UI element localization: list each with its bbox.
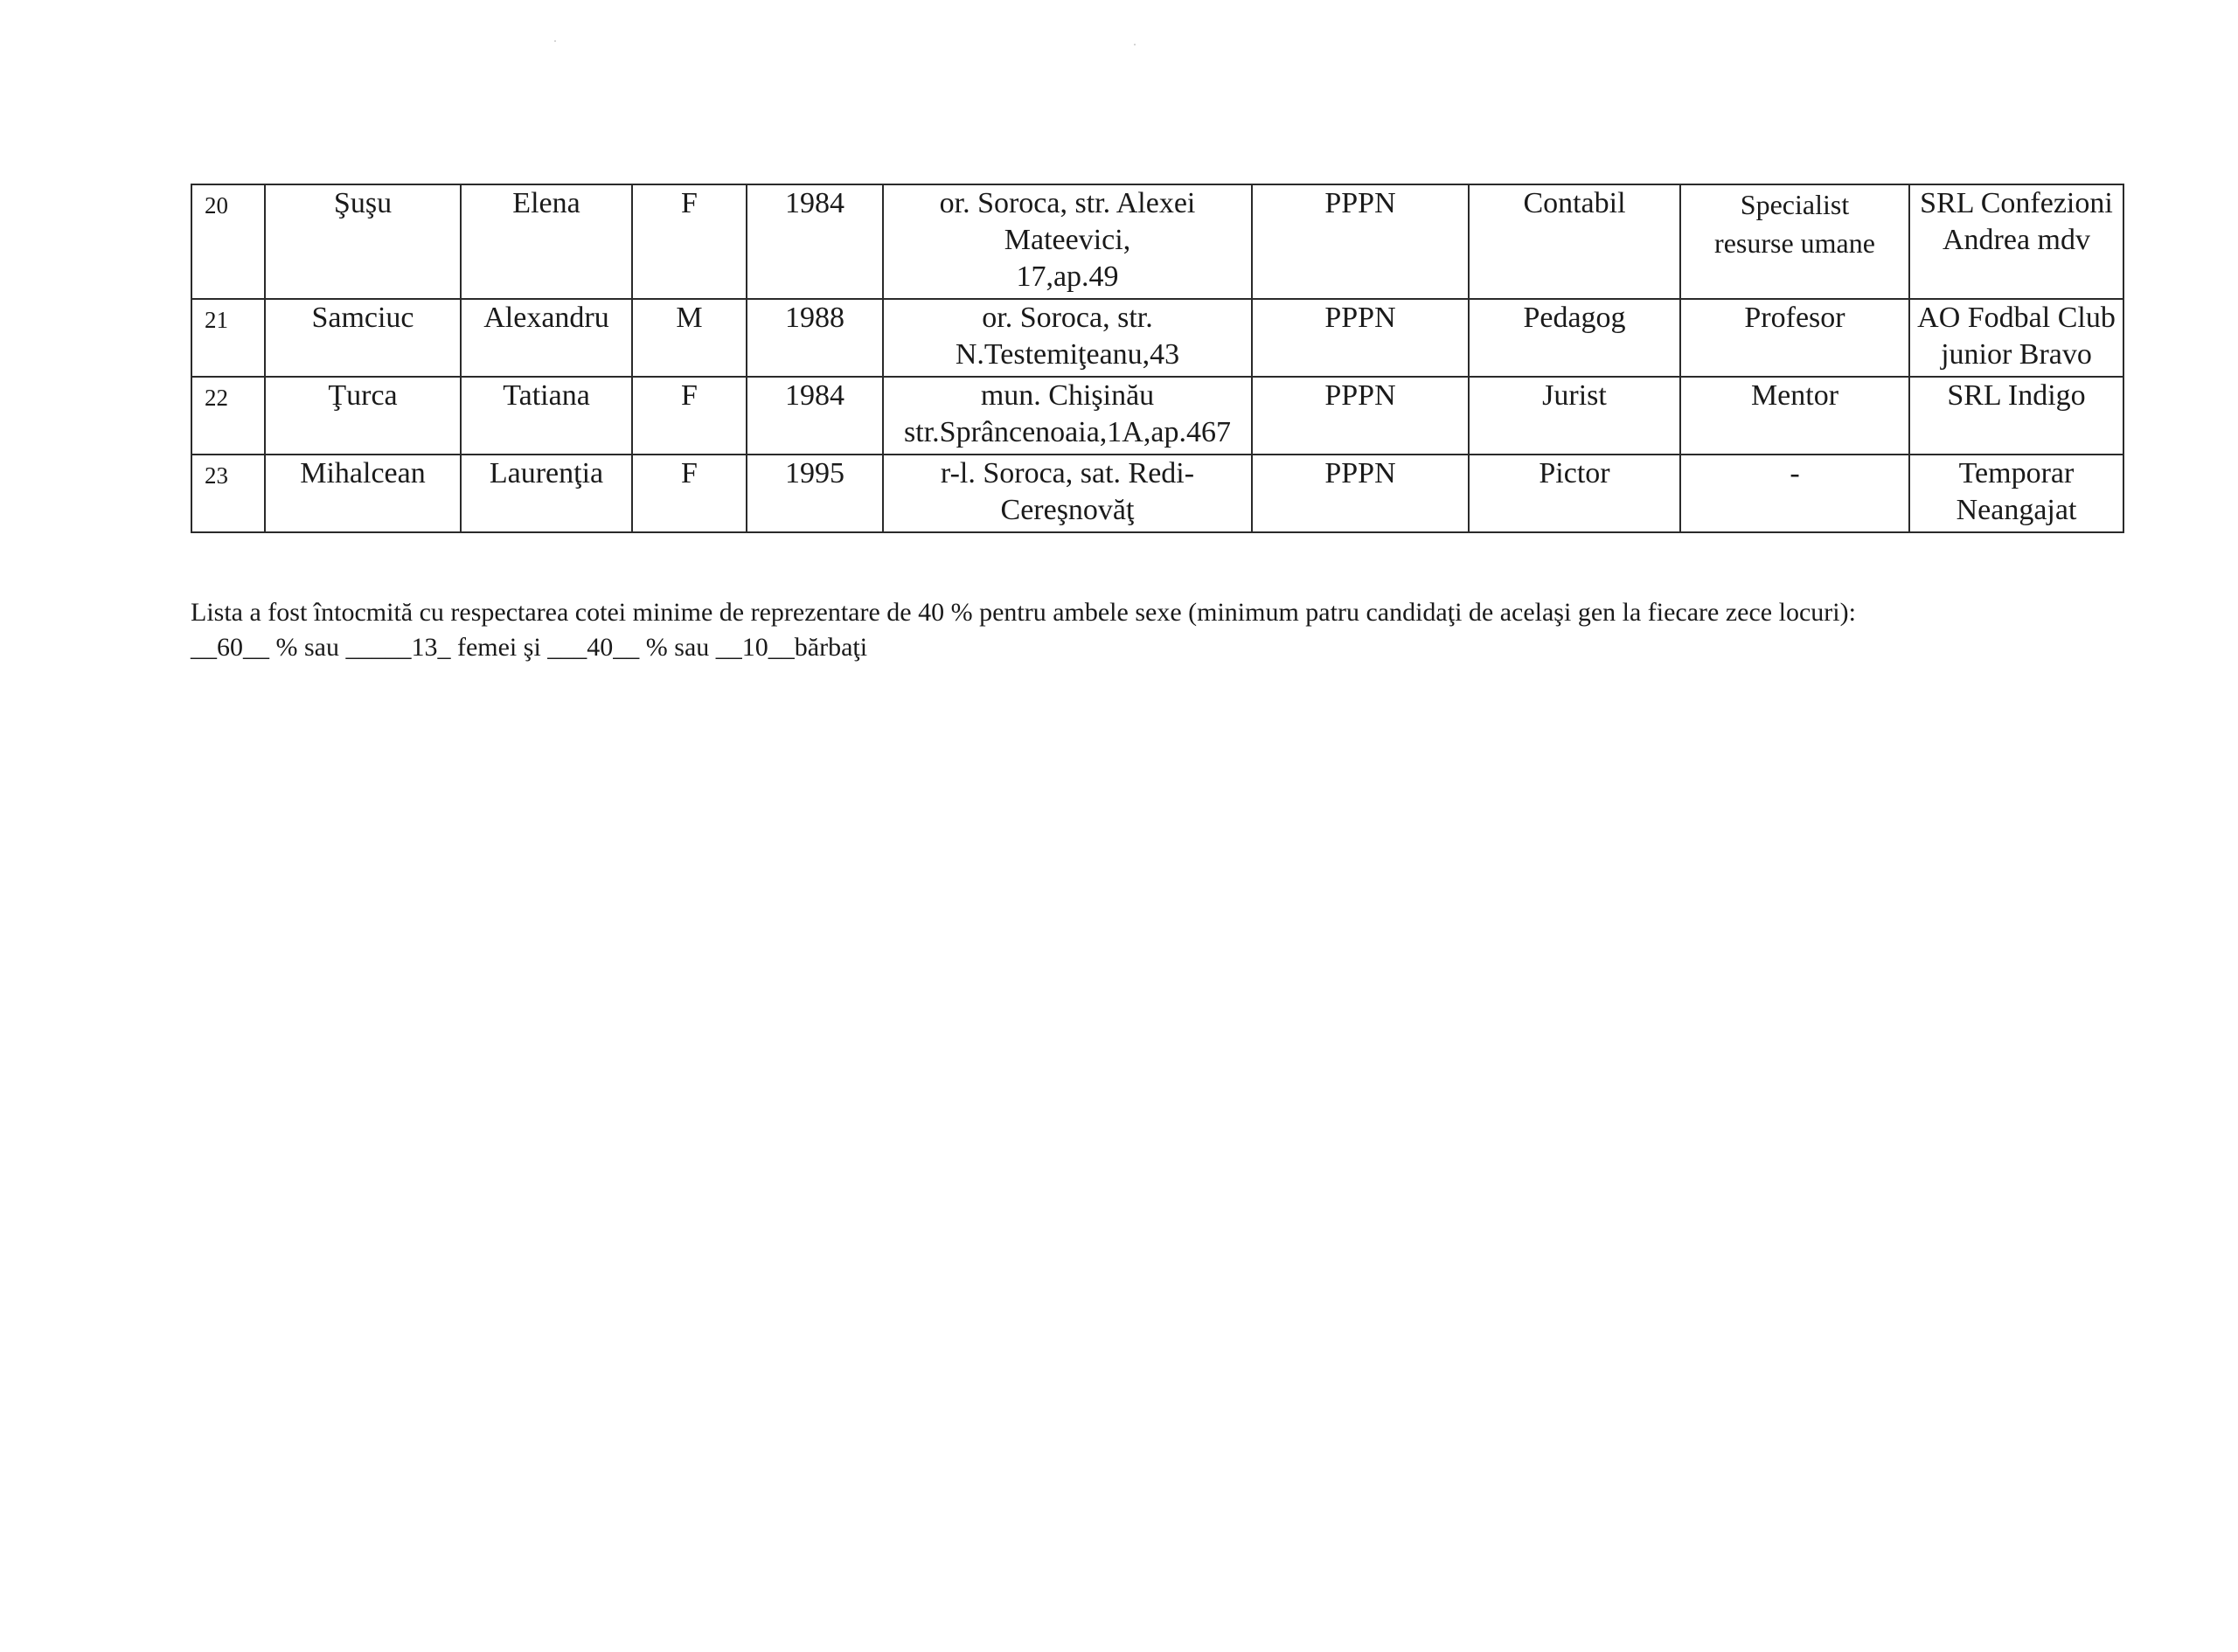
cell-surname: Şuşu [265, 184, 461, 299]
cell-first-name: Elena [461, 184, 632, 299]
cell-workplace-line: Andrea mdv [1942, 224, 2090, 256]
cell-workplace-line: AO Fodbal Club [1917, 302, 2116, 334]
cell-address-line: or. Soroca, str. [982, 302, 1153, 334]
cell-address-line: Cereşnovăţ [1000, 494, 1135, 526]
table-row [191, 377, 2123, 455]
cell-occupation [1680, 455, 1909, 532]
cell-party: PPPN [1252, 377, 1469, 455]
quota-note [191, 595, 2166, 665]
cell-workplace-line: SRL Confezioni [1920, 187, 2113, 219]
quota-note-text: Lista a fost întocmită cu respectarea cotei minime de reprezentare de 40 % pentru ambele sexe (minimum patru candidaţi de acelaşi gen la fiecare zece locuri): [191, 598, 1856, 627]
cell-occupation-line: - [1790, 457, 1800, 489]
cell-surname: Samciuc [265, 299, 461, 377]
cell-party: PPPN [1252, 184, 1469, 299]
cell-first-name: Alexandru [461, 299, 632, 377]
cell-number: 22 [191, 377, 265, 455]
cell-address-line: str.Sprâncenoaia,1A,ap.467 [904, 416, 1231, 448]
cell-profession: Pedagog [1469, 299, 1680, 377]
table-row [191, 184, 2123, 299]
cell-birth-year: 1984 [747, 377, 883, 455]
scan-speck [554, 40, 556, 42]
cell-surname: Mihalcean [265, 455, 461, 532]
cell-occupation [1680, 299, 1909, 377]
cell-address [883, 299, 1252, 377]
cell-address-line: Mateevici, [1004, 224, 1131, 256]
cell-number: 23 [191, 455, 265, 532]
cell-sex: F [632, 455, 747, 532]
cell-address-line: mun. Chişinău [980, 379, 1155, 412]
cell-address-line: 17,ap.49 [1016, 260, 1119, 293]
cell-birth-year: 1984 [747, 184, 883, 299]
table-row [191, 455, 2123, 532]
cell-workplace [1909, 455, 2123, 532]
quota-values: __60__ % sau _____13_ femei şi ___40__ % sau __10__bărbaţi [191, 633, 868, 662]
cell-profession: Pictor [1469, 455, 1680, 532]
cell-party: PPPN [1252, 299, 1469, 377]
cell-sex: F [632, 377, 747, 455]
cell-address [883, 455, 1252, 532]
cell-birth-year: 1995 [747, 455, 883, 532]
cell-address-line: or. Soroca, str. Alexei [939, 187, 1196, 219]
cell-occupation [1680, 184, 1909, 299]
cell-workplace-line: Neangajat [1956, 494, 2077, 526]
cell-address [883, 377, 1252, 455]
cell-profession: Contabil [1469, 184, 1680, 299]
cell-sex: F [632, 184, 747, 299]
cell-workplace [1909, 184, 2123, 299]
cell-party: PPPN [1252, 455, 1469, 532]
cell-workplace-line: SRL Indigo [1947, 379, 2086, 412]
cell-occupation-line: Mentor [1750, 379, 1839, 412]
cell-address-line: r-l. Soroca, sat. Redi- [940, 457, 1195, 489]
table-row [191, 299, 2123, 377]
cell-workplace [1909, 299, 2123, 377]
candidates-table [191, 184, 2124, 533]
cell-surname: Ţurca [265, 377, 461, 455]
cell-number: 21 [191, 299, 265, 377]
cell-sex: M [632, 299, 747, 377]
cell-birth-year: 1988 [747, 299, 883, 377]
cell-occupation-line: resurse umane [1714, 227, 1875, 259]
candidates-table-body [191, 184, 2123, 532]
cell-occupation [1680, 377, 1909, 455]
cell-workplace [1909, 377, 2123, 455]
cell-profession: Jurist [1469, 377, 1680, 455]
cell-address [883, 184, 1252, 299]
cell-first-name: Laurenţia [461, 455, 632, 532]
cell-occupation-line: Specialist [1740, 189, 1850, 220]
cell-occupation-line: Profesor [1744, 302, 1845, 334]
cell-address-line: N.Testemiţeanu,43 [955, 338, 1180, 371]
cell-workplace-line: junior Bravo [1941, 338, 2092, 371]
cell-workplace-line: Temporar [1958, 457, 2075, 489]
cell-first-name: Tatiana [461, 377, 632, 455]
cell-number: 20 [191, 184, 265, 299]
scan-speck [1134, 44, 1136, 45]
